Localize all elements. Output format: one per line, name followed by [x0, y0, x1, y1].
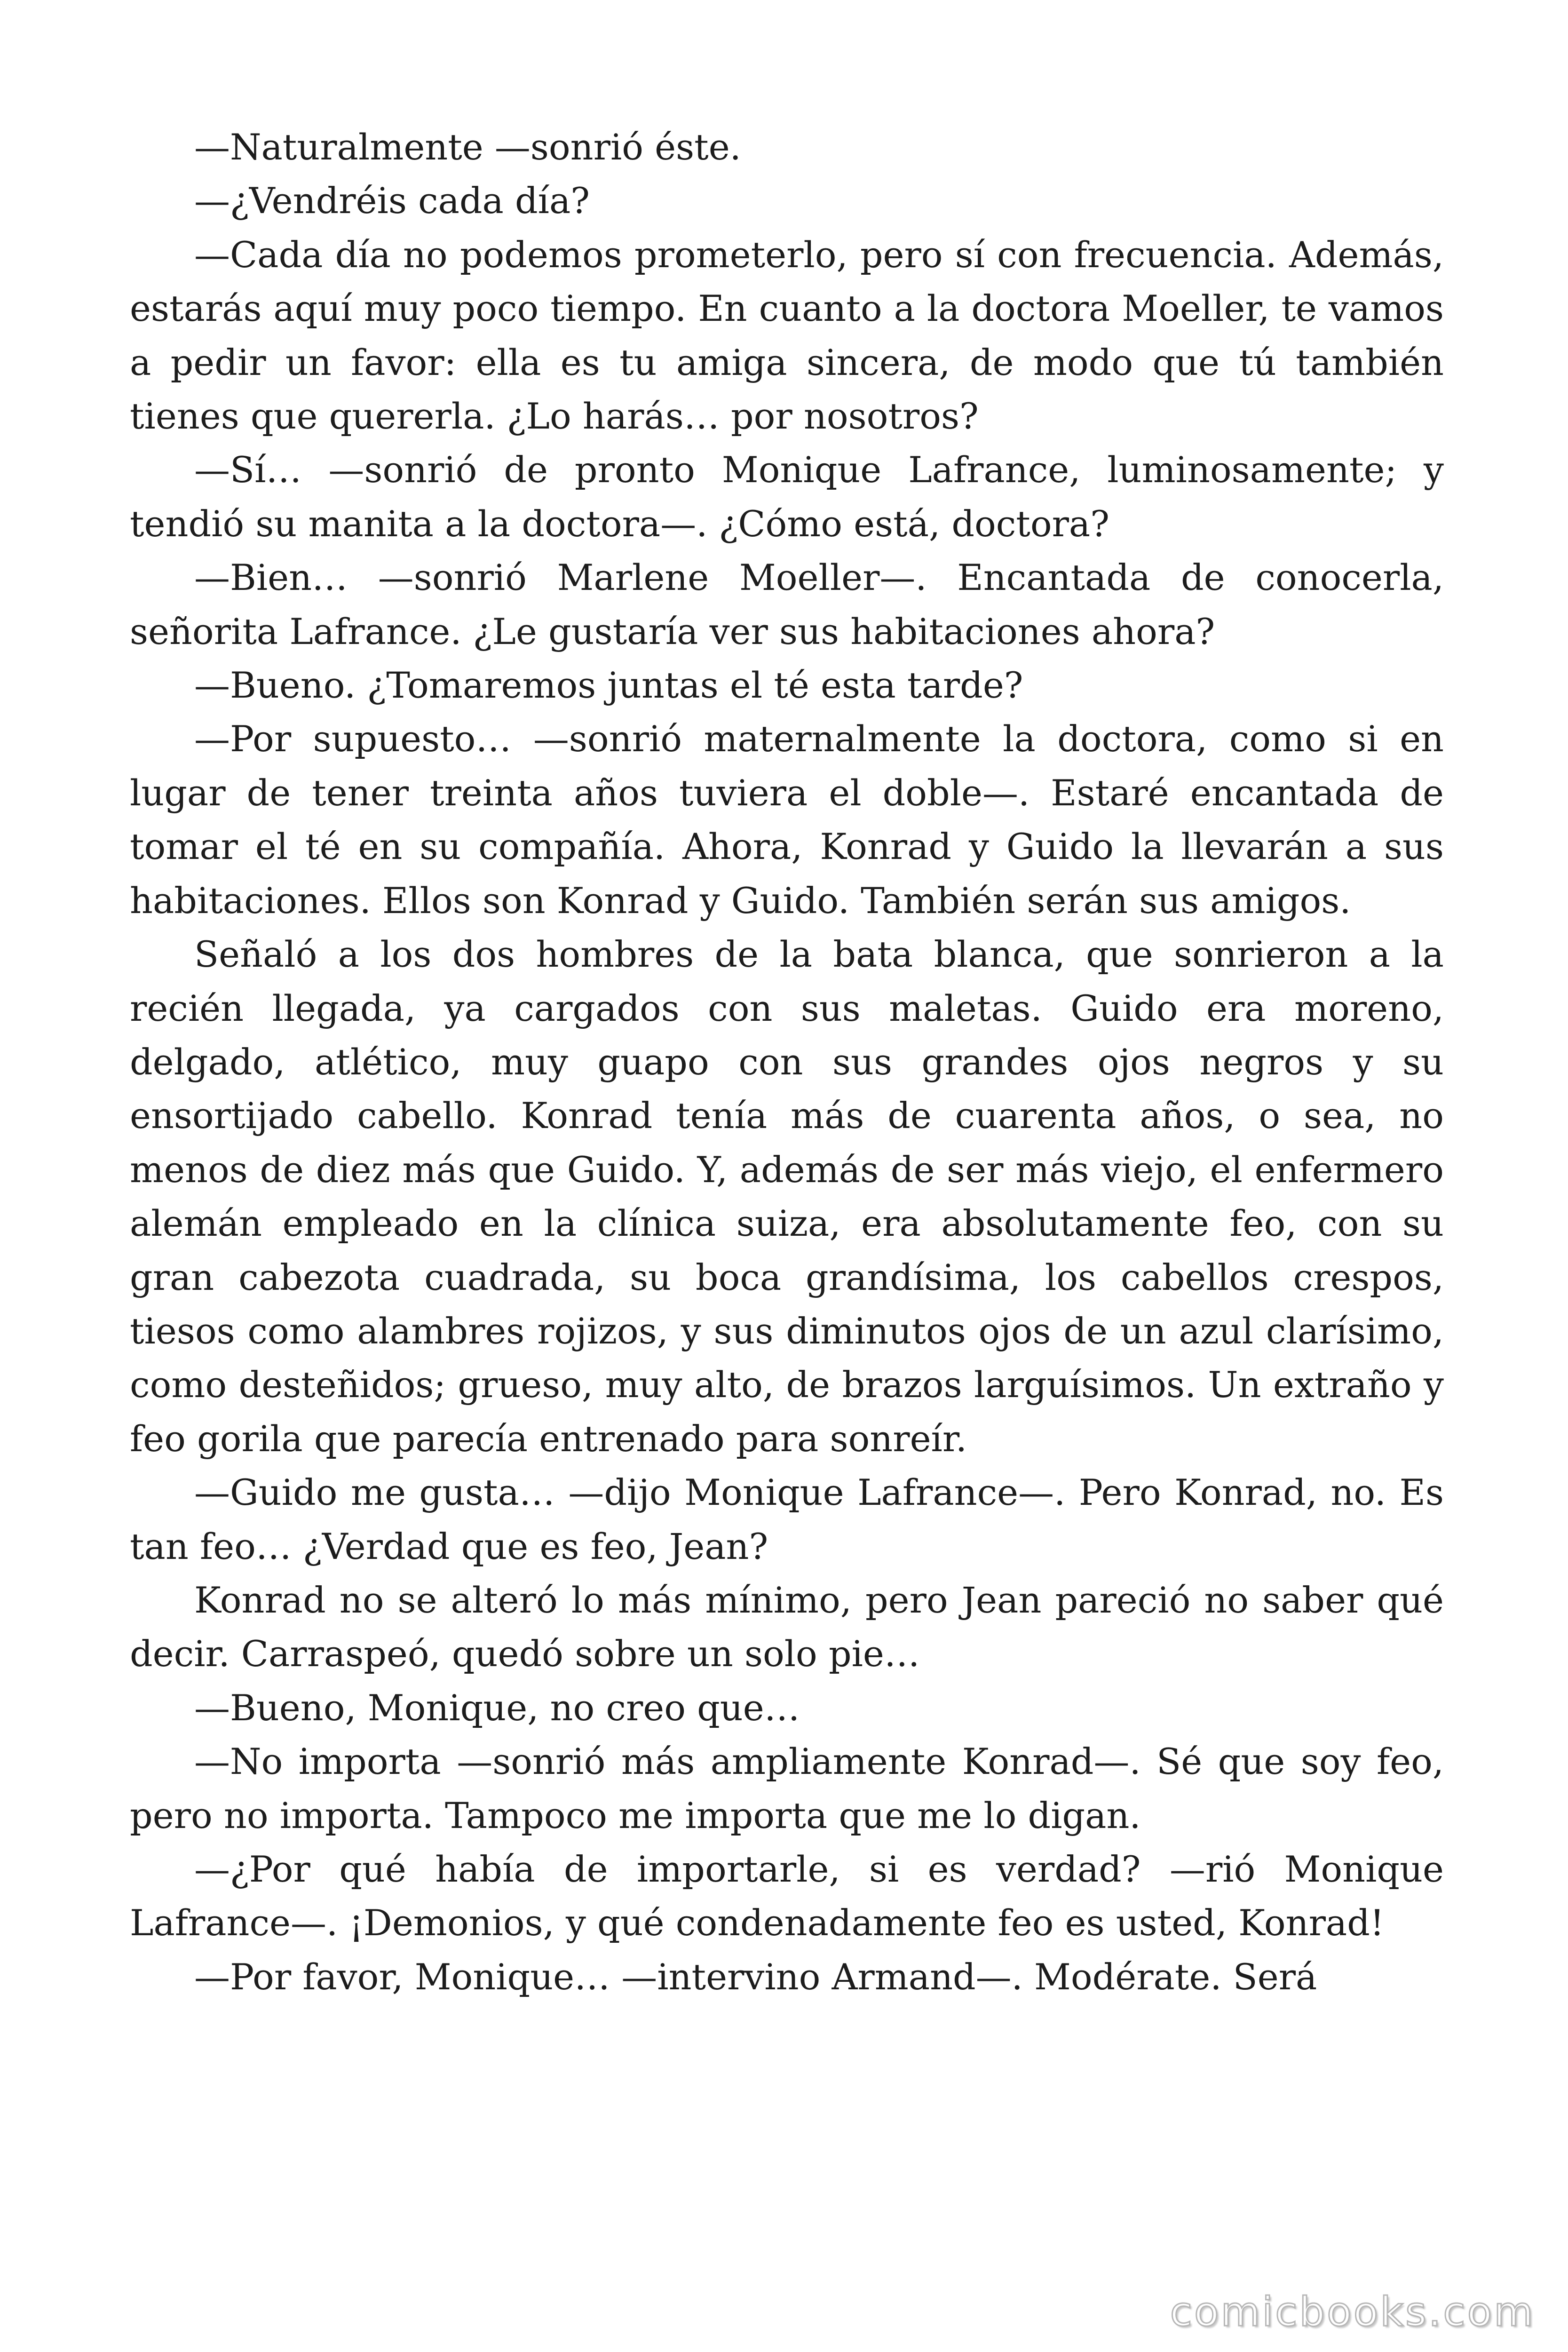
paragraph: —Naturalmente —sonrió éste. — [194, 126, 741, 168]
paragraph: —Por supuesto… —sonrió maternalmente la doctora, como si en lugar de tener treinta años tuviera el doble—. Estaré encantada de tomar el té en su compañía. Ahora, Konrad y Guido la llevarán a sus habitaciones. Ellos son Konrad y Guido. También serán sus amigos. — [130, 718, 1444, 922]
paragraph: —Por favor, Monique… —intervino Armand—. Modérate. Será — [194, 1955, 1317, 1998]
paragraph: —¿Vendréis cada día? — [194, 180, 590, 222]
paragraph: —Guido me gusta… —dijo Monique Lafrance—. Pero Konrad, no. Es tan feo… ¿Verdad que es feo, Jean? — [130, 1471, 1444, 1567]
paragraph: —¿Por qué había de importarle, si es verdad? —rió Monique Lafrance—. ¡Demonios, y qué condenadamente feo es usted, Konrad! — [130, 1848, 1444, 1944]
paragraph: —Bien… —sonrió Marlene Moeller—. Encantada de conocerla, señorita Lafrance. ¿Le gustaría ver sus habitaciones ahora? — [130, 556, 1444, 652]
paragraph: —Bueno, Monique, no creo que… — [194, 1686, 800, 1729]
paragraph: —No importa —sonrió más ampliamente Konrad—. Sé que soy feo, pero no importa. Tampoco me importa que me lo digan. — [130, 1740, 1444, 1836]
paragraph: —Cada día no podemos prometerlo, pero sí con frecuencia. Además, estarás aquí muy poco tiempo. En cuanto a la doctora Moeller, te vamos a pedir un favor: ella es tu amiga sincera, de modo que tú también tienes que quererla. ¿Lo harás… por nosotros? — [130, 233, 1444, 437]
paragraph: Konrad no se alteró lo más mínimo, pero Jean pareció no saber qué decir. Carraspeó, quedó sobre un solo pie… — [130, 1579, 1444, 1675]
page-text — [130, 120, 1444, 2004]
watermark: comicbooks.com — [1170, 2288, 1535, 2336]
paragraph: —Bueno. ¿Tomaremos juntas el té esta tarde? — [194, 664, 1023, 707]
paragraph: Señaló a los dos hombres de la bata blanca, que sonrieron a la recién llegada, ya cargados con sus maletas. Guido era moreno, delgado, atlético, muy guapo con sus grandes ojos negros y su ensortijado cabello. Konrad tenía más de cuarenta años, o sea, no menos de diez más que Guido. Y, además de ser más viejo, el enfermero alemán empleado en la clínica suiza, era absolutamente feo, con su gran cabezota cuadrada, su boca grandísima, los cabellos crespos, tiesos como alambres rojizos, y sus diminutos ojos de un azul clarísimo, como desteñidos; grueso, muy alto, de brazos larguísimos. Un extraño y feo gorila que parecía entrenado para sonreír. — [130, 933, 1444, 1460]
paragraph: —Sí… —sonrió de pronto Monique Lafrance, luminosamente; y tendió su manita a la doctora—. ¿Cómo está, doctora? — [130, 449, 1444, 545]
